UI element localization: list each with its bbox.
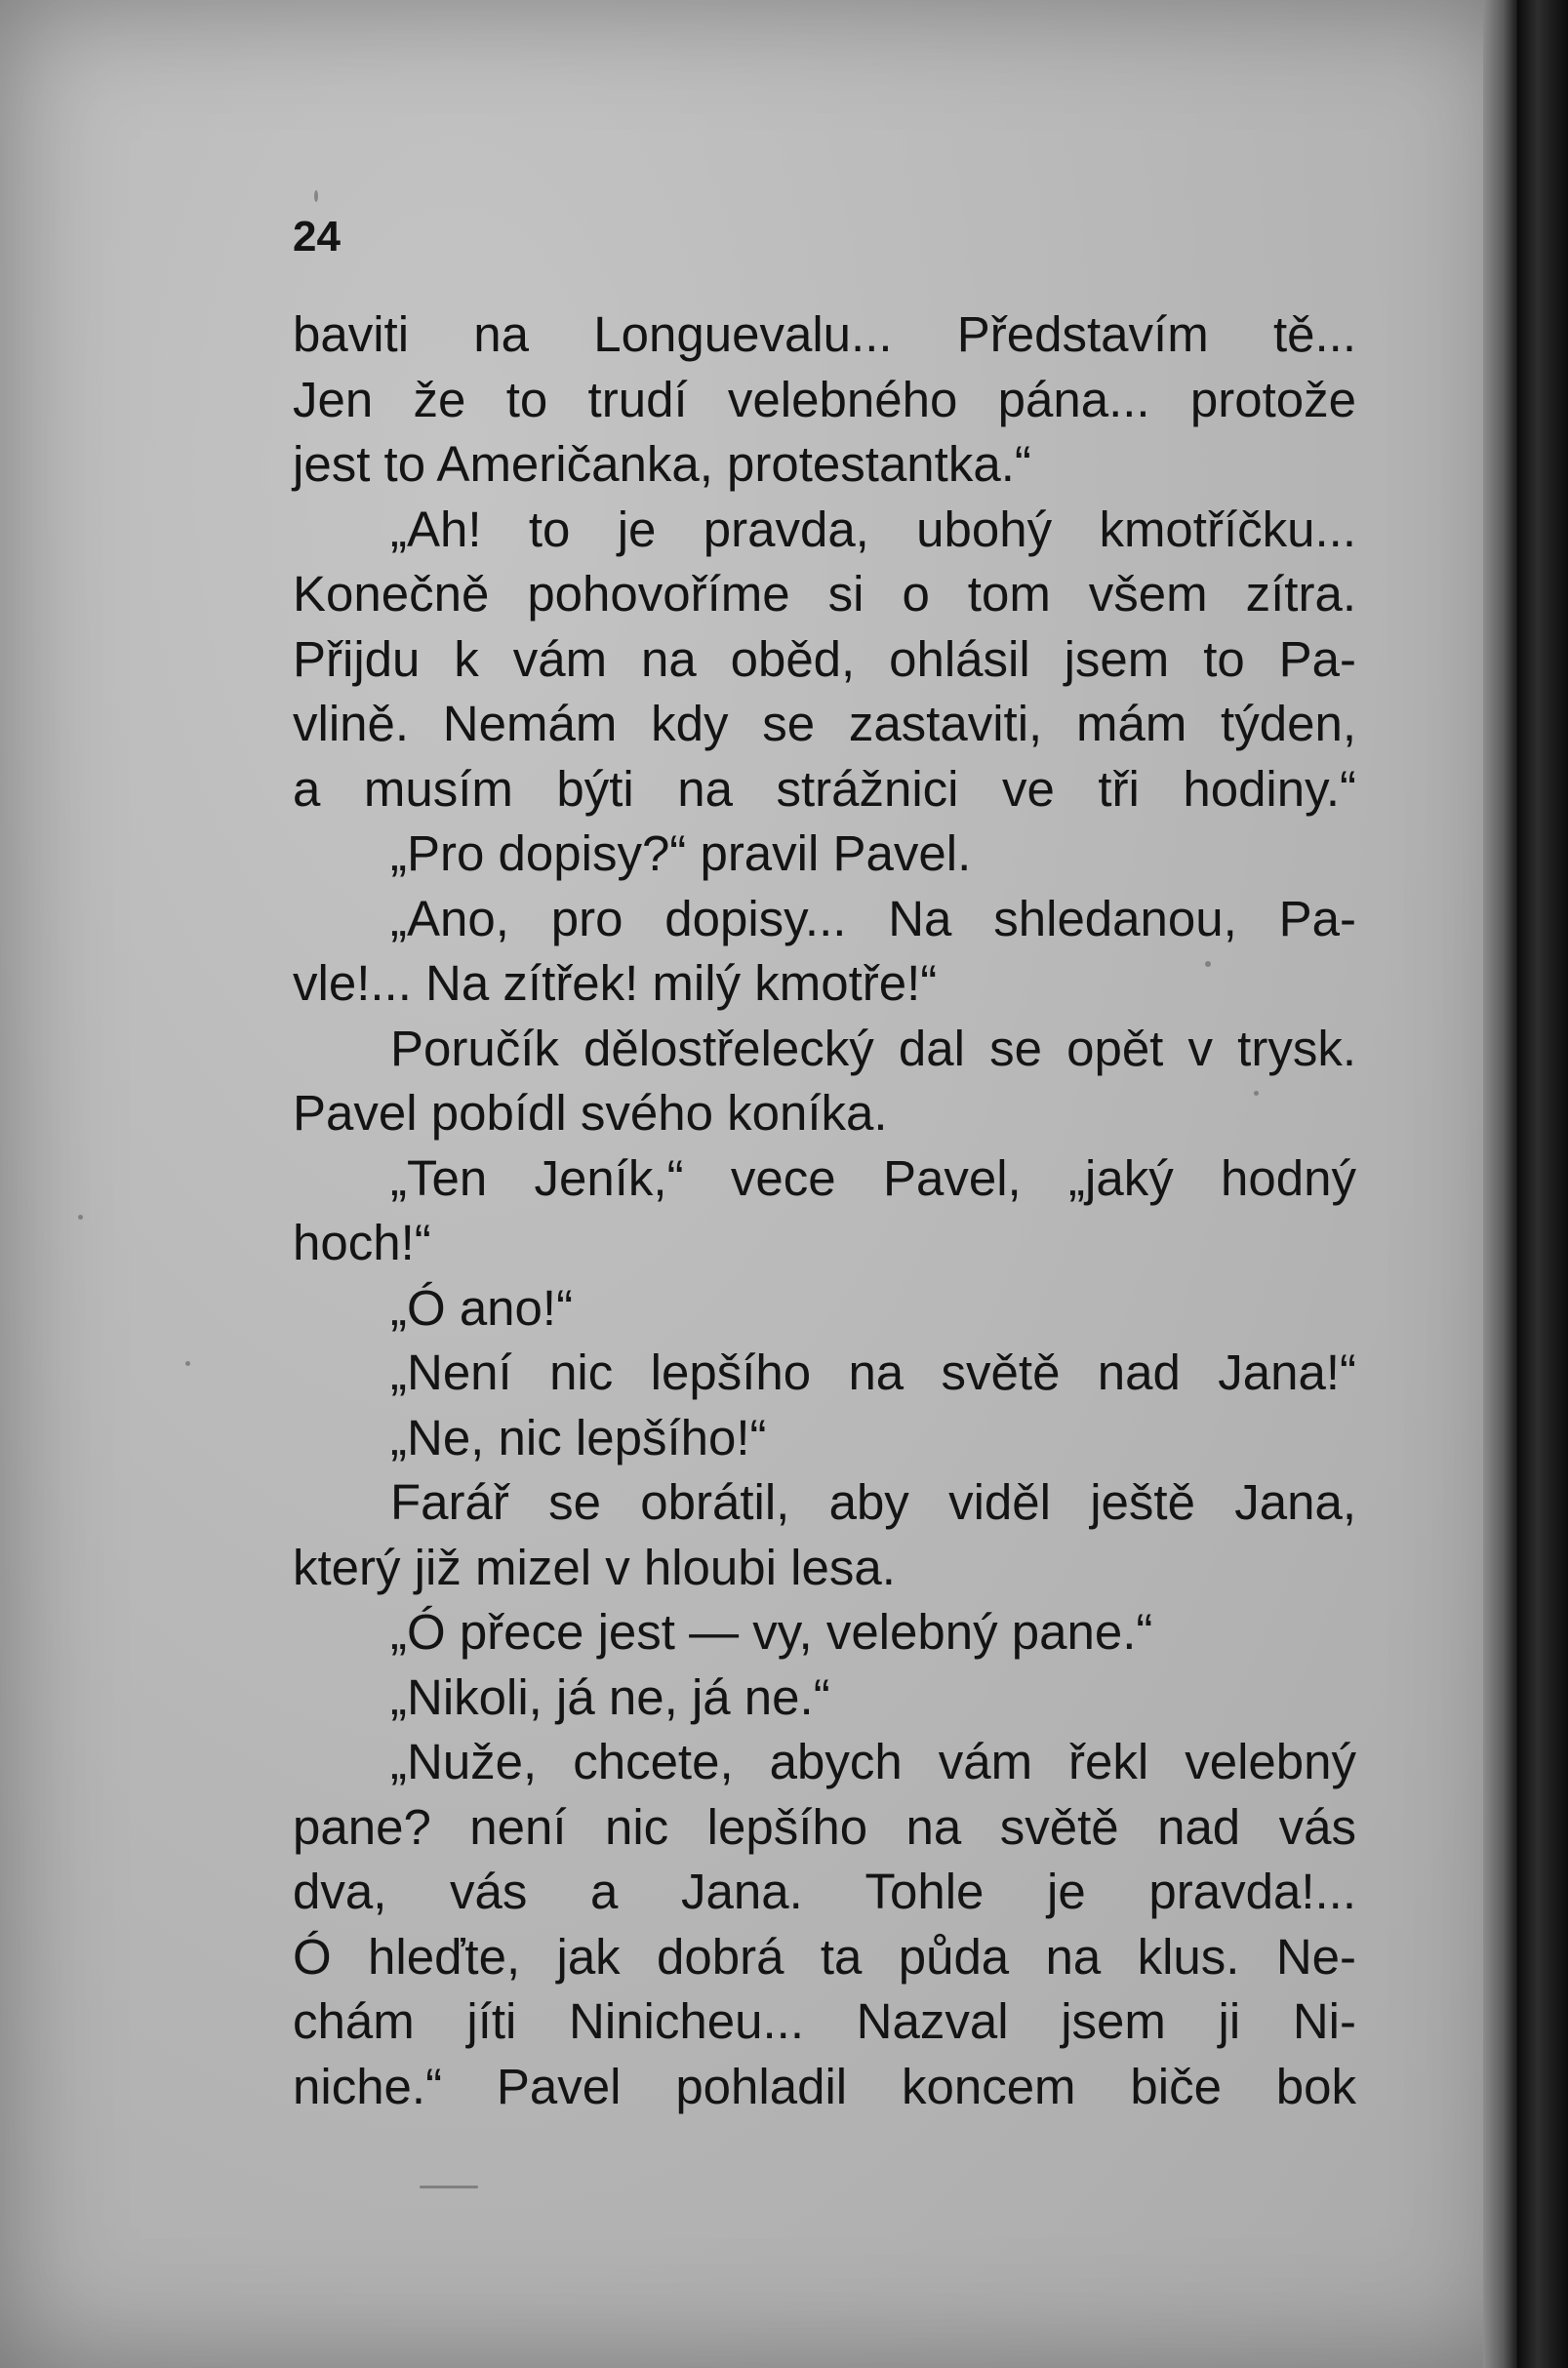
text-line: hoch!“ [293,1215,431,1270]
text-line: dva, vás a Jana. Tohle je pravda!... [293,1864,1356,1919]
text-line: „Nikoli, já ne, já ne.“ [390,1668,830,1725]
paper-speck [314,190,318,202]
text-line: vlině. Nemám kdy se zastaviti, mám týden, [293,696,1356,751]
text-line: baviti na Longuevalu... Představím tě... [293,306,1356,362]
text-line: niche.“ Pavel pohladil koncem biče bok [293,2058,1356,2114]
text-line: Farář se obrátil, aby viděl ještě Jana, [390,1474,1356,1530]
text-line: který již mizel v hloubi lesa. [293,1539,896,1595]
text-line: Poručík dělostřelecký dal se opět v trysk. [390,1020,1356,1076]
paper-speck [185,1361,190,1366]
text-line: chám jíti Ninicheu... Nazval jsem ji Ni- [293,1993,1356,2049]
text-line: Přijdu k vám na oběd, ohlásil jsem to Pa- [293,630,1356,687]
page-gutter-shadow [1483,0,1517,2368]
paper-scratch [420,2186,478,2188]
text-line: „Ó ano!“ [390,1279,574,1336]
text-line: Ó hleďte, jak dobrá ta půda na klus. Ne- [293,1928,1356,1985]
body-text [293,302,1356,2119]
text-line: „Ó přece jest — vy, velebný pane.“ [390,1604,1153,1660]
page-number: 24 [293,213,341,261]
text-line: Jen že to trudí velebného pána... protože [293,371,1356,427]
text-line: Konečně pohovoříme si o tom všem zítra. [293,566,1356,622]
text-line: „Ten Jeník,“ vece Pavel, „jaký hodný [390,1149,1356,1206]
text-line: „Nuže, chcete, abych vám řekl velebný [390,1734,1356,1789]
text-line: jest to Američanka, protestantka.“ [293,436,1031,492]
text-line: Pavel pobídl svého koníka. [293,1085,888,1141]
text-line: pane? není nic lepšího na světě nad vás [293,1798,1356,1855]
paper-speck [78,1215,83,1220]
next-page-edge [1517,0,1568,2368]
text-line: „Pro dopisy?“ pravil Pavel. [390,825,972,881]
text-line: a musím býti na strážnici ve tři hodiny.“ [293,760,1356,817]
text-line: „Ne, nic lepšího!“ [390,1409,767,1465]
text-line: vle!... Na zítřek! milý kmotře!“ [293,955,938,1011]
text-line: „Ah! to je pravda, ubohý kmotříčku... [390,501,1356,557]
text-line: „Ano, pro dopisy... Na shledanou, Pa- [390,890,1356,946]
text-line: „Není nic lepšího na světě nad Jana!“ [390,1345,1356,1400]
